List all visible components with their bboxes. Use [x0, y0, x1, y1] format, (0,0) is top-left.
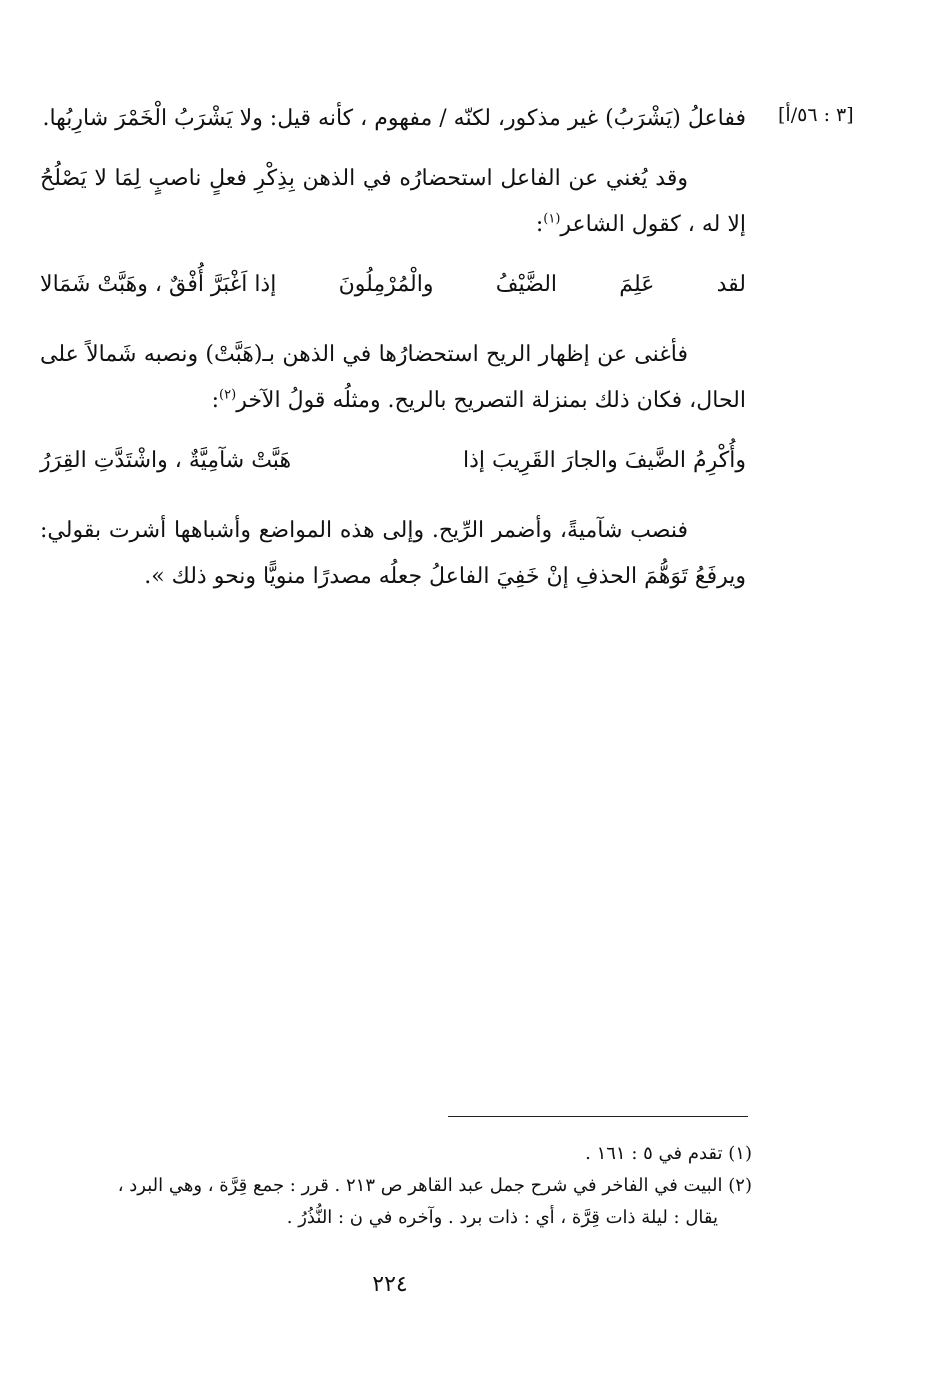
paragraph-2	[40, 156, 746, 248]
marginal-manuscript-ref: [٣ : ٥٦/أ]	[778, 104, 854, 126]
paragraph-3	[40, 332, 746, 424]
paragraph-1: ففاعلُ (يَشْرَبُ) غير مذكور، لكنّه / مفهوم ، كأنه قيل: ولا يَشْرَبُ الْخَمْرَ شارِبُها.	[42, 106, 746, 131]
footnote-2-line-2: يقال : ليلة ذات قِرَّة ، أي : ذات برد . وآخره في ن : النُّذُرُ .	[286, 1207, 718, 1228]
main-text	[40, 96, 746, 614]
verse-1-word-1: لقد	[716, 272, 746, 297]
verse-line-2	[40, 438, 746, 484]
paragraph-2-text: وقد يُغني عن الفاعل استحضارُه في الذهن بِذِكْرِ فعلٍ ناصبٍ لِمَا لا يَصْلُحُ إلا له ، كقول الشاعر	[40, 166, 746, 237]
verse-1-word-3: الضَّيْفُ	[495, 272, 558, 297]
paragraph-3-colon: :	[211, 388, 220, 413]
verse-2-second-hemistich: هَبَّتْ شآمِيَّةٌ ، واشْتَدَّتِ القِرَرُ	[40, 448, 292, 473]
paragraph-3-text: فأغنى عن إظهار الريح استحضارُها في الذهن بـ(هَبَّتْ) ونصبه شَمالاً على الحال، فكان ذلك بمنزلة التصريح بالريح. ومثلُه قولُ الآخر	[40, 342, 746, 413]
footnotes	[40, 1138, 752, 1234]
footnote-ref-1[interactable]: (١)	[543, 211, 561, 227]
paragraph-2-colon: :	[535, 212, 544, 237]
footnote-ref-2[interactable]: (٢)	[219, 387, 237, 403]
verse-1-word-2: عَلِمَ	[619, 272, 655, 297]
verse-line-1	[40, 262, 746, 308]
paragraph-4: فنصب شآميةً، وأضمر الرِّيح. وإلى هذه المواضع وأشباهها أشرت بقولي: ويرفَعُ تَوَهُّمَ الحذفِ إنْ خَفِيَ الفاعلُ جعلُه مصدرًا منويًّا ونحو ذلك ».	[40, 518, 746, 589]
verse-1-second-hemistich: إذا اَغْبَرَّ أُفْقٌ ، وهَبَّتْ شَمَالا	[40, 272, 277, 297]
verse-2-first-hemistich: وأُكْرِمُ الضَّيفَ والجارَ القَرِيبَ إذا	[462, 448, 746, 473]
footnote-2-line-1: (٢) البيت في الفاخر في شرح جمل عبد القاهر ص ٢١٣ . قرر : جمع قِرَّة ، وهي البرد ،	[117, 1175, 752, 1196]
verse-1-word-4: والْمُرْمِلُونَ	[338, 272, 434, 297]
footnote-separator	[448, 1116, 748, 1117]
page-number: ٢٢٤	[372, 1272, 408, 1297]
footnote-1: (١) تقدم في ٥ : ١٦١ .	[585, 1143, 752, 1164]
